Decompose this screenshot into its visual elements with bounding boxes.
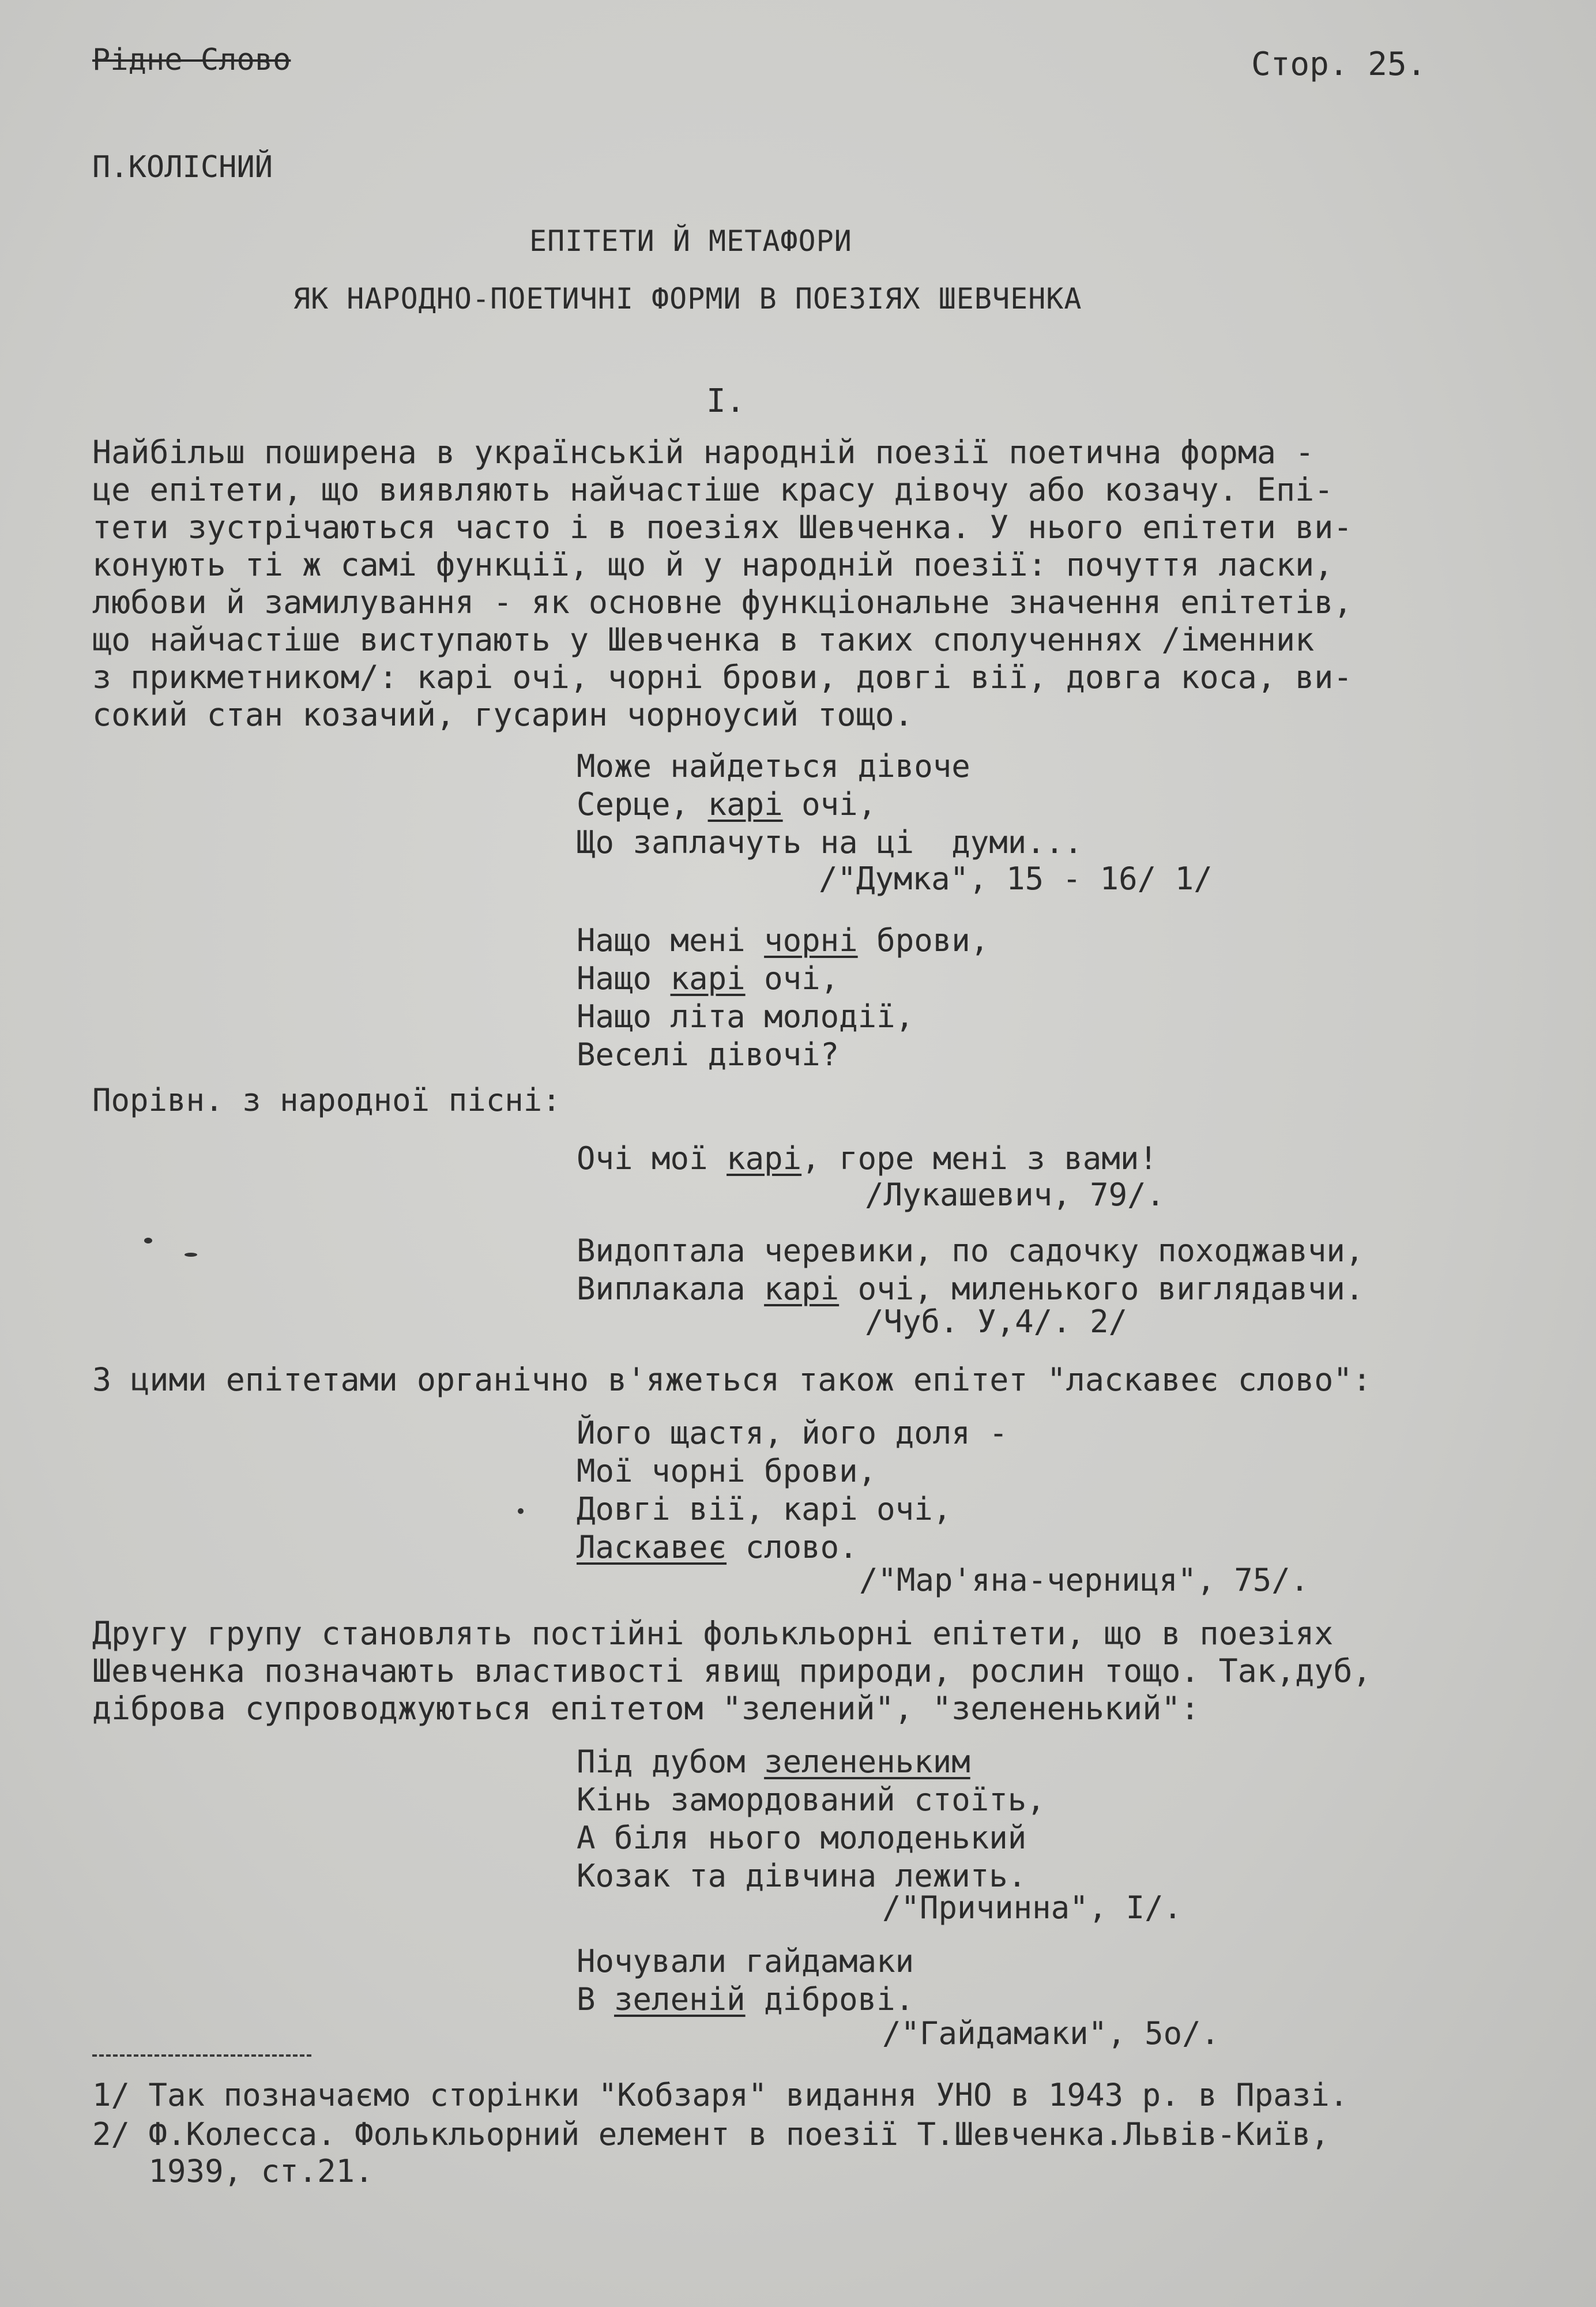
- paragraph-line: що найчастіше виступають у Шевченка в таких сполученнях /іменник: [92, 621, 1315, 658]
- citation-3: /Лукашевич, 79/.: [865, 1177, 1165, 1213]
- quote-stanza-1: [577, 747, 1083, 862]
- citation-1: /"Думка", 15 - 16/ 1/: [819, 861, 1213, 897]
- paragraph-line: це епітети, що виявляють найчастіше красу дівочу або козачу. Епі-: [92, 471, 1334, 508]
- ink-speck: [518, 1508, 524, 1514]
- paragraph-1: [92, 434, 1557, 734]
- verse-line: Нащо літа молодії,: [577, 998, 914, 1035]
- verse-line: Ласкавеє слово.: [577, 1529, 858, 1565]
- page-number: Стор. 25.: [1251, 46, 1426, 83]
- citation-6: /"Причинна", I/.: [882, 1889, 1183, 1926]
- verse-line: Козак та дівчина лежить.: [577, 1858, 1027, 1894]
- ink-speck: [144, 1238, 152, 1243]
- verse-line: Нащо мені чорні брови,: [577, 922, 989, 959]
- paragraph-line: Шевченка позначають властивості явищ природи, рослин тощо. Так,дуб,: [92, 1652, 1372, 1689]
- verse-line: Серце, карі очі,: [577, 786, 877, 822]
- compare-intro: Порівн. з народної пісні:: [92, 1082, 561, 1118]
- footnote-1: 1/ Так позначаємо сторінки "Кобзаря" видання УНО в 1943 р. в Празі.: [92, 2077, 1349, 2113]
- paragraph-2: [92, 1361, 1557, 1399]
- author-name: П.КОЛІСНИЙ: [92, 150, 273, 185]
- verse-line: А біля нього молоденький: [577, 1820, 1027, 1856]
- paragraph-3: [92, 1615, 1557, 1727]
- citation-4: /Чуб. У,4/. 2/: [865, 1303, 1128, 1340]
- verse-line: Веселі дівочі?: [577, 1036, 840, 1073]
- verse-line: Кінь замордований стоїть,: [577, 1782, 1045, 1818]
- footnote-2: 2/ Ф.Колесса. Фолькльорний елемент в поезії Т.Шевченка.Львів-Київ,: [92, 2116, 1330, 2152]
- paragraph-line: тети зустрічаються часто і в поезіях Шевченка. У нього епітети ви-: [92, 509, 1353, 546]
- citation-7: /"Гайдамаки", 5о/.: [882, 2015, 1220, 2051]
- verse-line: Може найдеться дівоче: [577, 748, 970, 784]
- citation-5: /"Мар'яна-черниця", 75/.: [859, 1562, 1309, 1598]
- paragraph-line: діброва супроводжуються епітетом "зелений", "зелененький":: [92, 1690, 1200, 1727]
- paragraph-line: Найбільш поширена в українській народній поезії поетична форма -: [92, 434, 1315, 471]
- paragraph-line: З цими епітетами органічно в'яжеться також епітет "ласкавеє слово":: [92, 1361, 1372, 1398]
- verse-line: Його щастя, його доля -: [577, 1415, 1008, 1451]
- quote-stanza-2: [577, 922, 989, 1074]
- verse-line: Що заплачуть на ці думи...: [577, 824, 1083, 861]
- ink-speck: [185, 1253, 197, 1257]
- verse-line: Під дубом зелененьким: [577, 1744, 970, 1780]
- footnote-divider: [92, 2054, 311, 2057]
- verse-line: Довгі вії, карі очі,: [577, 1491, 952, 1527]
- quote-stanza-7: [577, 1942, 914, 2019]
- verse-line: В зеленій діброві.: [577, 1981, 914, 2017]
- quote-stanza-3: [577, 1140, 1158, 1178]
- verse-line: Виплакала карі очі, миленького виглядавчи.: [577, 1271, 1364, 1307]
- paragraph-line: Другу групу становлять постійні фолькльорні епітети, що в поезіях: [92, 1615, 1334, 1652]
- section-number: I.: [706, 382, 746, 420]
- paragraph-line: сокий стан козачий, гусарин чорноусий тощо.: [92, 696, 913, 733]
- paragraph-line: з прикметником/: карі очі, чорні брови, довгі вії, довга коса, ви-: [92, 659, 1353, 696]
- paragraph-line: конують ті ж самі функції, що й у народній поезії: почуття ласки,: [92, 546, 1334, 583]
- verse-line: Мої чорні брови,: [577, 1453, 877, 1489]
- paragraph-line: любови й замилування - як основне функціональне значення епітетів,: [92, 584, 1353, 621]
- quote-stanza-5: [577, 1414, 1008, 1566]
- verse-line: Видоптала черевики, по садочку походжавчи,: [577, 1233, 1364, 1269]
- verse-line: Очі мої карі, горе мені з вами!: [577, 1140, 1158, 1177]
- title-line-2: ЯК НАРОДНО-ПОЕТИЧНІ ФОРМИ В ПОЕЗІЯХ ШЕВЧЕНКА: [293, 282, 1082, 315]
- verse-line: Ночували гайдамаки: [577, 1943, 914, 1979]
- journal-name: Рідне Слово: [92, 43, 291, 77]
- verse-line: Нащо карі очі,: [577, 960, 840, 997]
- footnote-2-continuation: 1939, ст.21.: [92, 2153, 374, 2189]
- quote-stanza-4: [577, 1232, 1364, 1308]
- title-line-1: ЕПІТЕТИ Й МЕТАФОРИ: [529, 224, 852, 258]
- quote-stanza-6: [577, 1743, 1045, 1895]
